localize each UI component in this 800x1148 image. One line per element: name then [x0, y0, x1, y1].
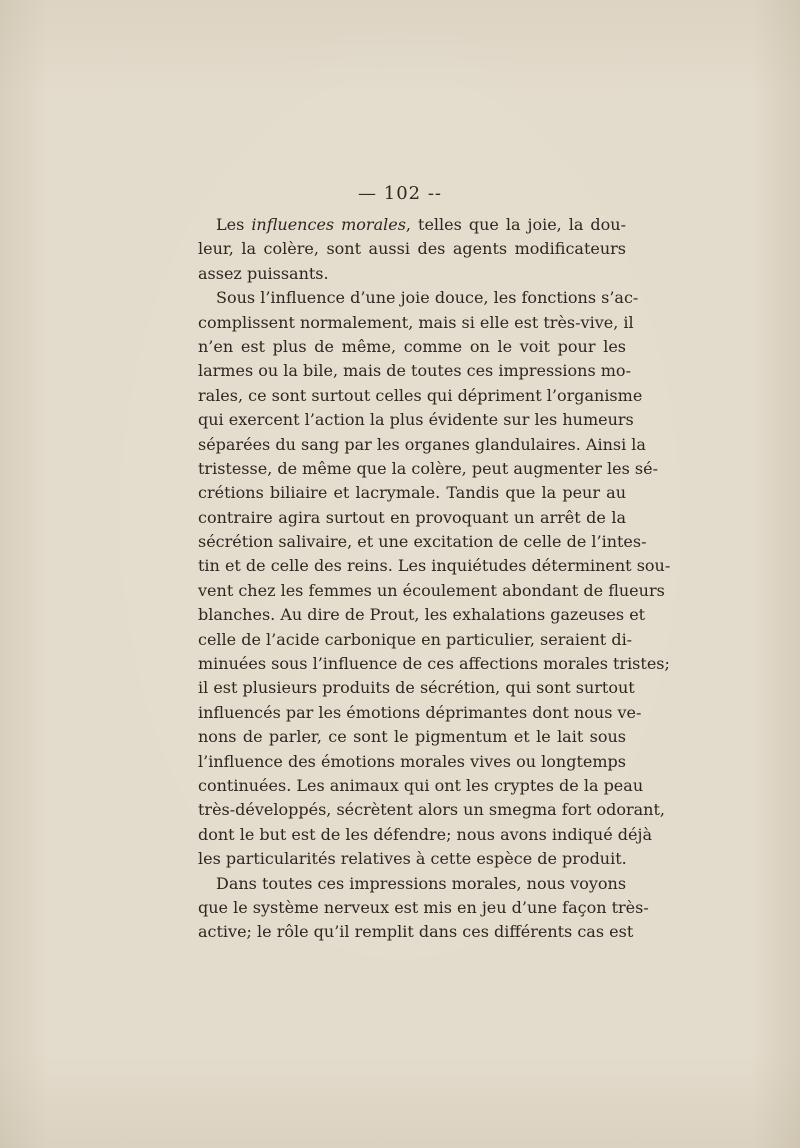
- text-line: Dans toutes ces impressions morales, nous voyons: [216, 873, 627, 893]
- text-line: crétions biliaire et lacrymale. Tandis que la peur au: [198, 483, 626, 503]
- text-line: blanches. Au dire de Prout, les exhalations gazeuses et: [198, 605, 646, 625]
- text-line: nons de parler, ce sont le pigmentum et le lait sous: [198, 727, 626, 747]
- text-line: vent chez les femmes un écoulement abondant de flueurs: [198, 580, 665, 600]
- text-line: continuées. Les animaux qui ont les cryptes de la peau: [198, 775, 644, 795]
- text-line: tin et de celle des reins. Les inquiétudes déterminent sou-: [198, 556, 671, 576]
- text-line: Les influences morales, telles que la joie, la dou-: [216, 215, 627, 234]
- italic-phrase: influences morales: [251, 215, 406, 234]
- text-line: les particularités relatives à cette espèce de produit.: [198, 849, 627, 869]
- text-line: séparées du sang par les organes glandulaires. Ainsi la: [198, 434, 646, 454]
- text-line: Sous l’influence d’une joie douce, les fonctions s’ac-: [216, 288, 639, 308]
- text-line: que le système nerveux est mis en jeu d’une façon très-: [198, 897, 649, 917]
- text-line: tristesse, de même que la colère, peut augmenter les sé-: [198, 458, 659, 478]
- text-line: qui exercent l’action la plus évidente sur les humeurs: [198, 410, 634, 430]
- text-line: active; le rôle qu’il remplit dans ces différents cas est: [198, 922, 634, 942]
- text-line: leur, la colère, sont aussi des agents modificateurs: [198, 239, 626, 259]
- text-line: influencés par les émotions déprimantes dont nous ve-: [198, 702, 642, 722]
- text-line: il est plusieurs produits de sécrétion, qui sont surtout: [198, 678, 635, 698]
- body-text: [198, 213, 671, 945]
- text-line: n’en est plus de même, comme on le voit pour les: [198, 336, 626, 356]
- text-line: larmes ou la bile, mais de toutes ces impressions mo-: [198, 361, 631, 381]
- text-line: contraire agira surtout en provoquant un arrêt de la: [198, 507, 626, 527]
- text-line: sécrétion salivaire, et une excitation de celle de l’intes-: [198, 532, 647, 552]
- text-line: celle de l’acide carbonique en particulier, seraient di-: [198, 629, 633, 649]
- text-line: très-développés, sécrètent alors un smegma fort odorant,: [198, 800, 665, 820]
- text-line: minuées sous l’influence de ces affections morales tristes;: [198, 654, 670, 674]
- text-line: dont le but est de les défendre; nous avons indiqué déjà: [198, 824, 652, 844]
- page-number: — 102 --: [358, 183, 442, 204]
- text-line: rales, ce sont surtout celles qui dépriment l’organisme: [198, 385, 643, 405]
- text-line: complissent normalement, mais si elle est très-vive, il: [198, 312, 634, 332]
- text-line: l’influence des émotions morales vives ou longtemps: [198, 751, 626, 771]
- text-line: assez puissants.: [198, 263, 329, 283]
